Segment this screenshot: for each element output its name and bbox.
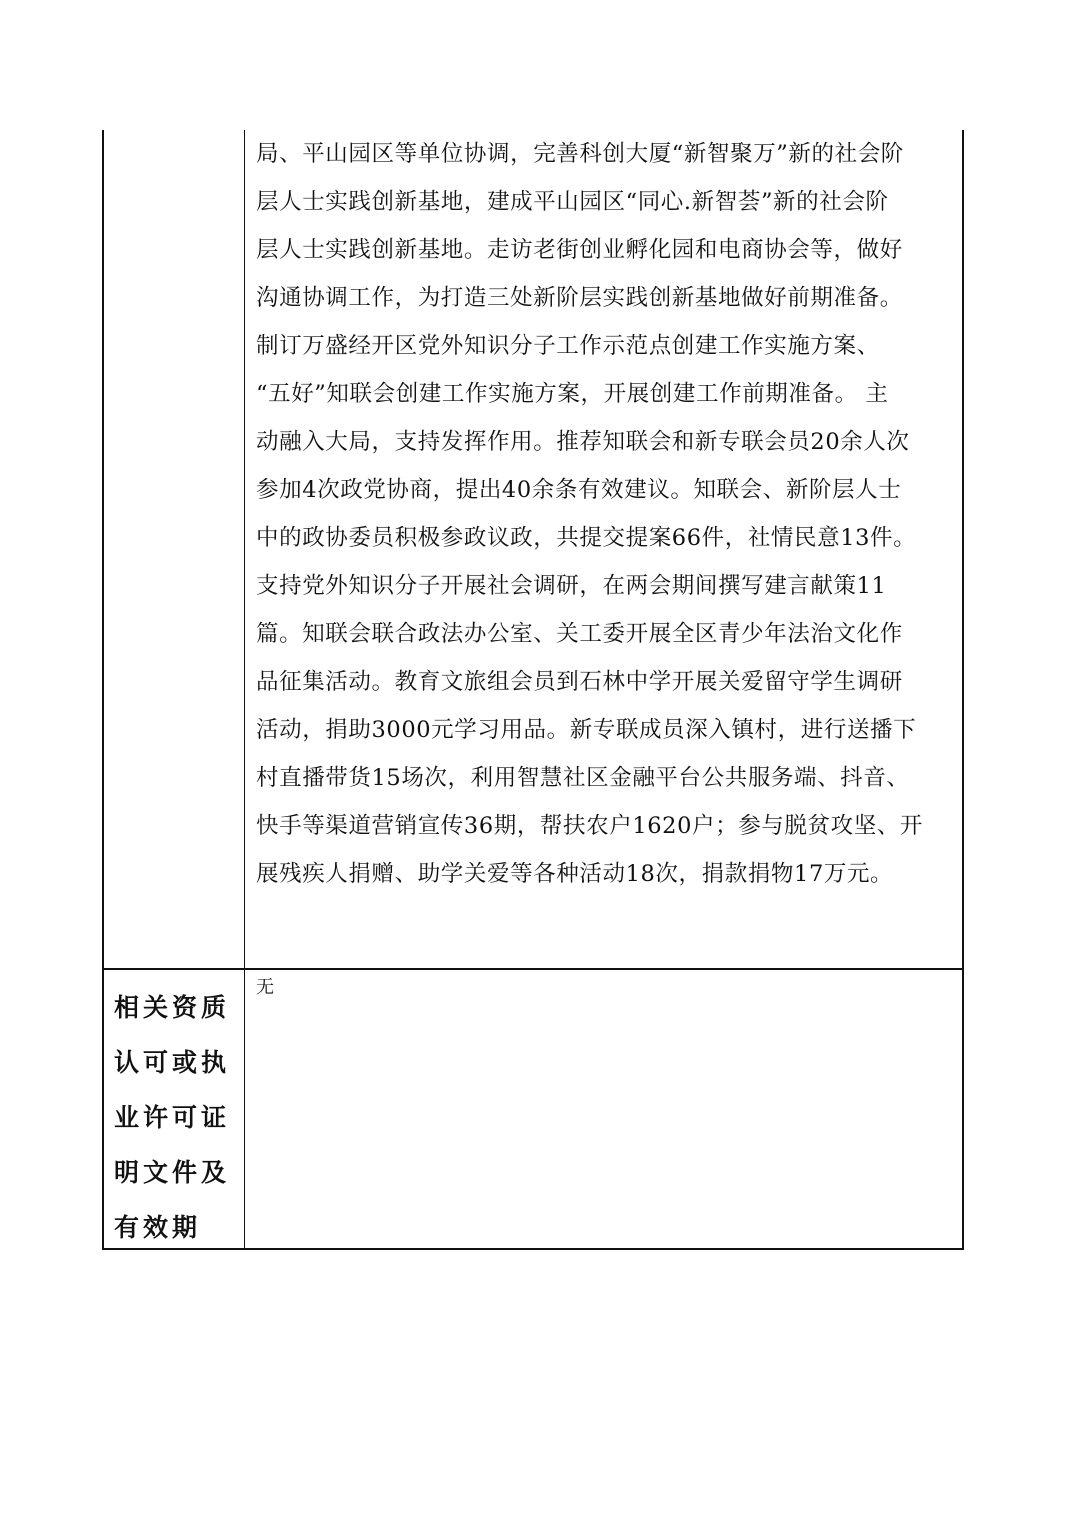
activities-line-12: 品征集活动。教育文旅组会员到石林中学开展关爱留守学生调研	[256, 669, 903, 695]
activities-text-cell	[256, 130, 961, 898]
table-row-qualifications	[104, 968, 962, 1250]
activities-line-16: 展残疾人捐赠、助学关爱等各种活动18次，捐款捐物17万元。	[256, 861, 894, 887]
column-divider	[244, 970, 245, 1250]
info-table	[102, 130, 964, 1250]
activities-line-13: 活动，捐助3000元学习用品。新专联成员深入镇村，进行送播下	[256, 717, 917, 743]
qualifications-label-line-2: 认可或执	[114, 1048, 231, 1077]
qualifications-label-line-3: 业许可证	[114, 1103, 231, 1132]
activities-line-11: 篇。知联会联合政法办公室、关工委开展全区青少年法治文化作	[256, 621, 903, 647]
activities-line-9: 中的政协委员积极参政议政，共提交提案66件，社情民意13件。	[256, 525, 917, 551]
activities-line-3: 层人士实践创新基地。走访老街创业孵化园和电商协会等，做好	[256, 237, 903, 263]
qualifications-value: 无	[256, 977, 274, 998]
activities-line-15: 快手等渠道营销宣传36期，帮扶农户1620户；参与脱贫攻坚、开	[256, 813, 923, 839]
qualifications-label	[114, 980, 239, 1255]
qualifications-label-line-5: 有效期	[114, 1213, 202, 1242]
activities-line-2: 层人士实践创新基地，建成平山园区“同心.新智荟”新的社会阶	[256, 189, 889, 215]
qualifications-label-line-4: 明文件及	[114, 1158, 231, 1187]
activities-line-5: 制订万盛经开区党外知识分子工作示范点创建工作实施方案、	[256, 333, 880, 359]
column-divider	[244, 130, 245, 968]
activities-line-10: 支持党外知识分子开展社会调研，在两会期间撰写建言献策11	[256, 573, 887, 599]
activities-line-6: “五好”知联会创建工作实施方案，开展创建工作前期准备。 主	[256, 381, 889, 407]
activities-line-4: 沟通协调工作，为打造三处新阶层实践创新基地做好前期准备。	[256, 285, 903, 311]
activities-line-8: 参加4次政党协商，提出40余条有效建议。知联会、新阶层人士	[256, 477, 902, 503]
activities-line-14: 村直播带货15场次，利用智慧社区金融平台公共服务端、抖音、	[256, 765, 910, 791]
qualifications-label-line-1: 相关资质	[114, 993, 231, 1022]
table-row-activities	[104, 130, 962, 968]
activities-line-1: 局、平山园区等单位协调，完善科创大厦“新智聚万”新的社会阶	[256, 141, 904, 167]
activities-line-7: 动融入大局，支持发挥作用。推荐知联会和新专联会员20余人次	[256, 429, 910, 455]
